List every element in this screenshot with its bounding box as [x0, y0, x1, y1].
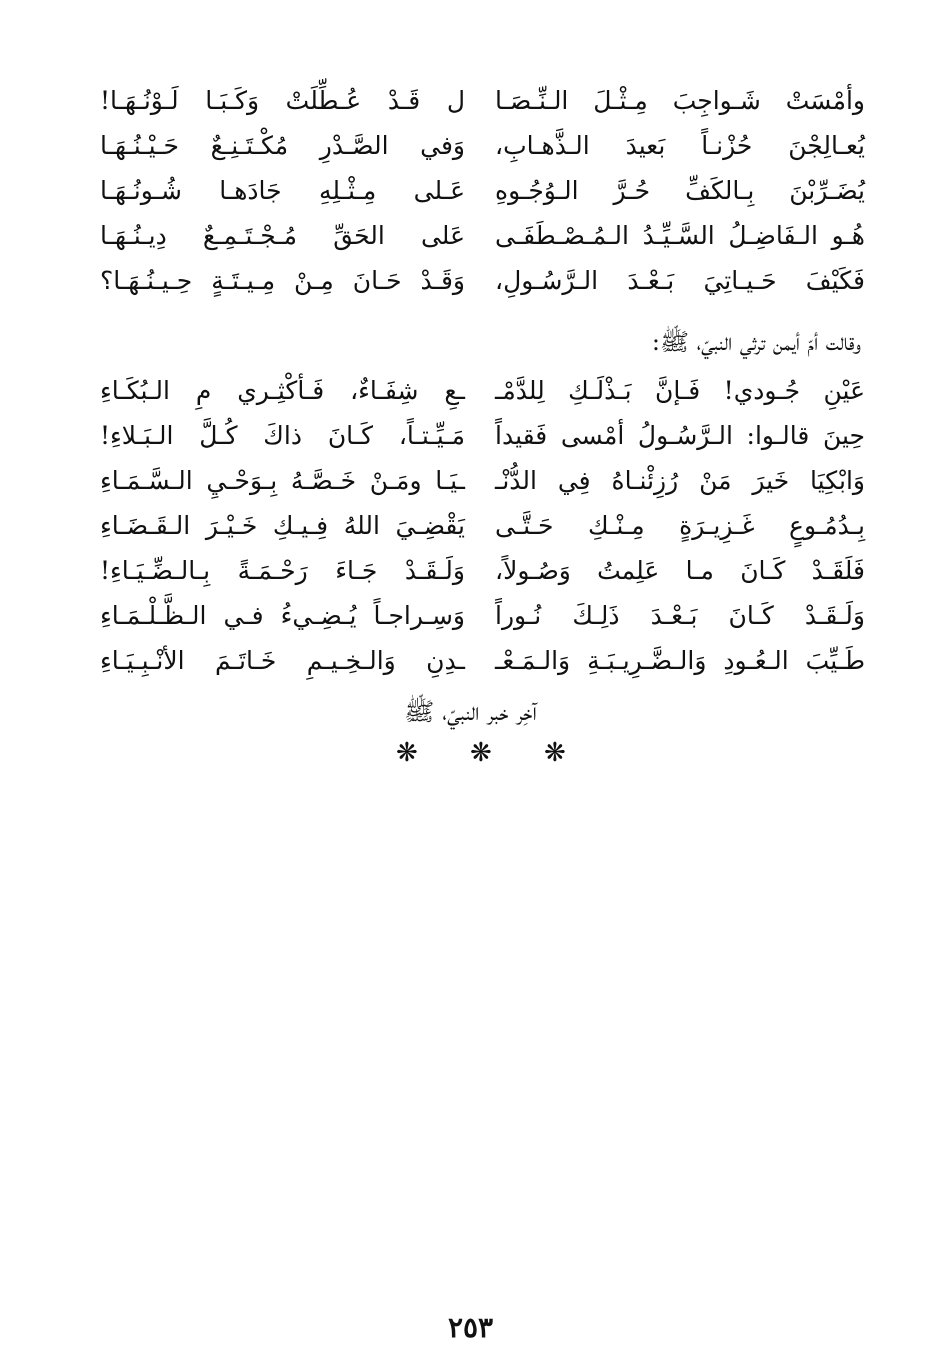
poem-stanza-2	[100, 368, 865, 683]
verse-line	[100, 123, 865, 168]
verse-first-hemistich: فَكَيْفَ حَـيـاتِيَ بَـعْـدَ الـرَّسُـولِ،	[495, 266, 865, 295]
verse-line	[100, 458, 865, 503]
verse-first-hemistich: هُـو الـفَاضِـلُ السَّـيِّـدُ الـمُـصْـطَفَـى	[495, 221, 865, 250]
verse-first-hemistich: يُعـالِجْنَ حُزْنـاً بَعيدَ الـذَّهـابِ،	[495, 131, 865, 160]
verse-second-hemistich: ـعِ شِفَـاءٌ، فَـأكْثِـري مِ الـبُكَـاءِ	[100, 376, 465, 405]
verse-line	[100, 548, 865, 593]
verse-line	[100, 413, 865, 458]
page-number: ٢٥٣	[447, 1311, 494, 1344]
verse-second-hemistich: ـيَـا ومَـنْ خَـصَّـهُ بِـوَحْـيِ الـسَّـمَـاءِ	[100, 466, 465, 495]
verse-first-hemistich: وَلَـقَـدْ كَـانَ بَـعْـدَ ذَلِـكَ نُـوراً	[495, 601, 865, 630]
asterism-icon: ❋	[396, 738, 418, 768]
verse-line	[100, 503, 865, 548]
verse-second-hemistich: ـدِنِ وَالـخِـيـمِ خَـاتَـمَ الأنْـبِـيَـاءِ	[100, 646, 465, 675]
verse-first-hemistich: بِـدُمُـوعٍ غَـزِيـرَةٍ مِـنْـكِ حَـتَّـى	[495, 511, 865, 540]
verse-line	[100, 168, 865, 213]
verse-second-hemistich: وَقَـدْ حَـانَ مِـنْ مِـيـتَـةٍ حِـيـنُـهَـا؟	[100, 266, 465, 295]
verse-first-hemistich: وَابْكِيَا خَيرَ مَنْ رُزِئْنـاهُ فِي الدُّنْـ	[495, 466, 865, 495]
section-closing-heading: آخِر خبر النبيّ، ﷺ	[404, 697, 537, 726]
verse-first-hemistich: حِينَ قالـوا: الـرَّسُـولُ أمْسى فَقيداً	[495, 421, 865, 450]
verse-line	[100, 593, 865, 638]
verse-second-hemistich: مَـيِّـتـاً، كَـانَ ذاكَ كُـلَّ الـبَـلاءِ!	[100, 421, 465, 450]
verse-second-hemistich: وَفي الصَّـدْرِ مُكْـتَـنِـعٌ حَـيْـنُـهَـا	[100, 131, 465, 160]
verse-first-hemistich: يُضَـرِّبْنَ بِـالكَفِّ حُـرَّ الـوُجُـوهِ	[495, 176, 865, 205]
verse-line	[100, 78, 865, 123]
verse-second-hemistich: عَـلى مِـثْـلِهِ جَادَهـا شُـونُـهَـا	[100, 176, 465, 205]
section-separator	[0, 738, 941, 768]
verse-first-hemistich: وأمْسَتْ شَـواجِبَ مِـثْـلَ الـنِّـصَـا	[495, 86, 865, 115]
verse-first-hemistich: طَـيِّبَ الـعُـودِ وَالـضَّـرِيـبَـةِ وَالـمَـعْـ	[495, 646, 865, 675]
verse-line	[100, 258, 865, 303]
verse-first-hemistich: فَلَقَـدْ كَـانَ مـا عَلِمتُ وَصُـولاً،	[495, 556, 865, 585]
verse-line	[100, 638, 865, 683]
verse-line	[100, 368, 865, 413]
verse-second-hemistich: وَسِـراجـاً يُـضِـيءُ فـي الـظَّـلْـمَـاءِ	[100, 601, 465, 630]
verse-line	[100, 213, 865, 258]
poem-stanza-1	[100, 78, 865, 303]
verse-second-hemistich: وَلَـقَـدْ جَـاءَ رَحْـمَـةً بِـالـضِّـيَـاءِ!	[100, 556, 465, 585]
verse-first-hemistich: عَيْنِ جُـودي! فَـإنَّ بَـذْلَـكِ لِلدَّمْـ	[495, 376, 865, 405]
poem-introduction: وقالت أمّ أيمن ترثي النبيّ، ﷺ:	[651, 328, 861, 356]
verse-second-hemistich: يَقْضِـيَ اللهُ فِـيـكِ خَـيْـرَ الـقَـضَـاءِ	[100, 511, 465, 540]
asterism-icon: ❋	[544, 738, 566, 768]
verse-second-hemistich: عَلى الحَقِّ مُـجْـتَـمِـعٌ دِيـنُـهَـا	[100, 221, 465, 250]
asterism-icon: ❋	[470, 738, 492, 768]
verse-second-hemistich: ل قَـدْ عُـطِّلَتْ وَكَـبَـا لَـوْنُـهَـا!	[100, 86, 465, 115]
